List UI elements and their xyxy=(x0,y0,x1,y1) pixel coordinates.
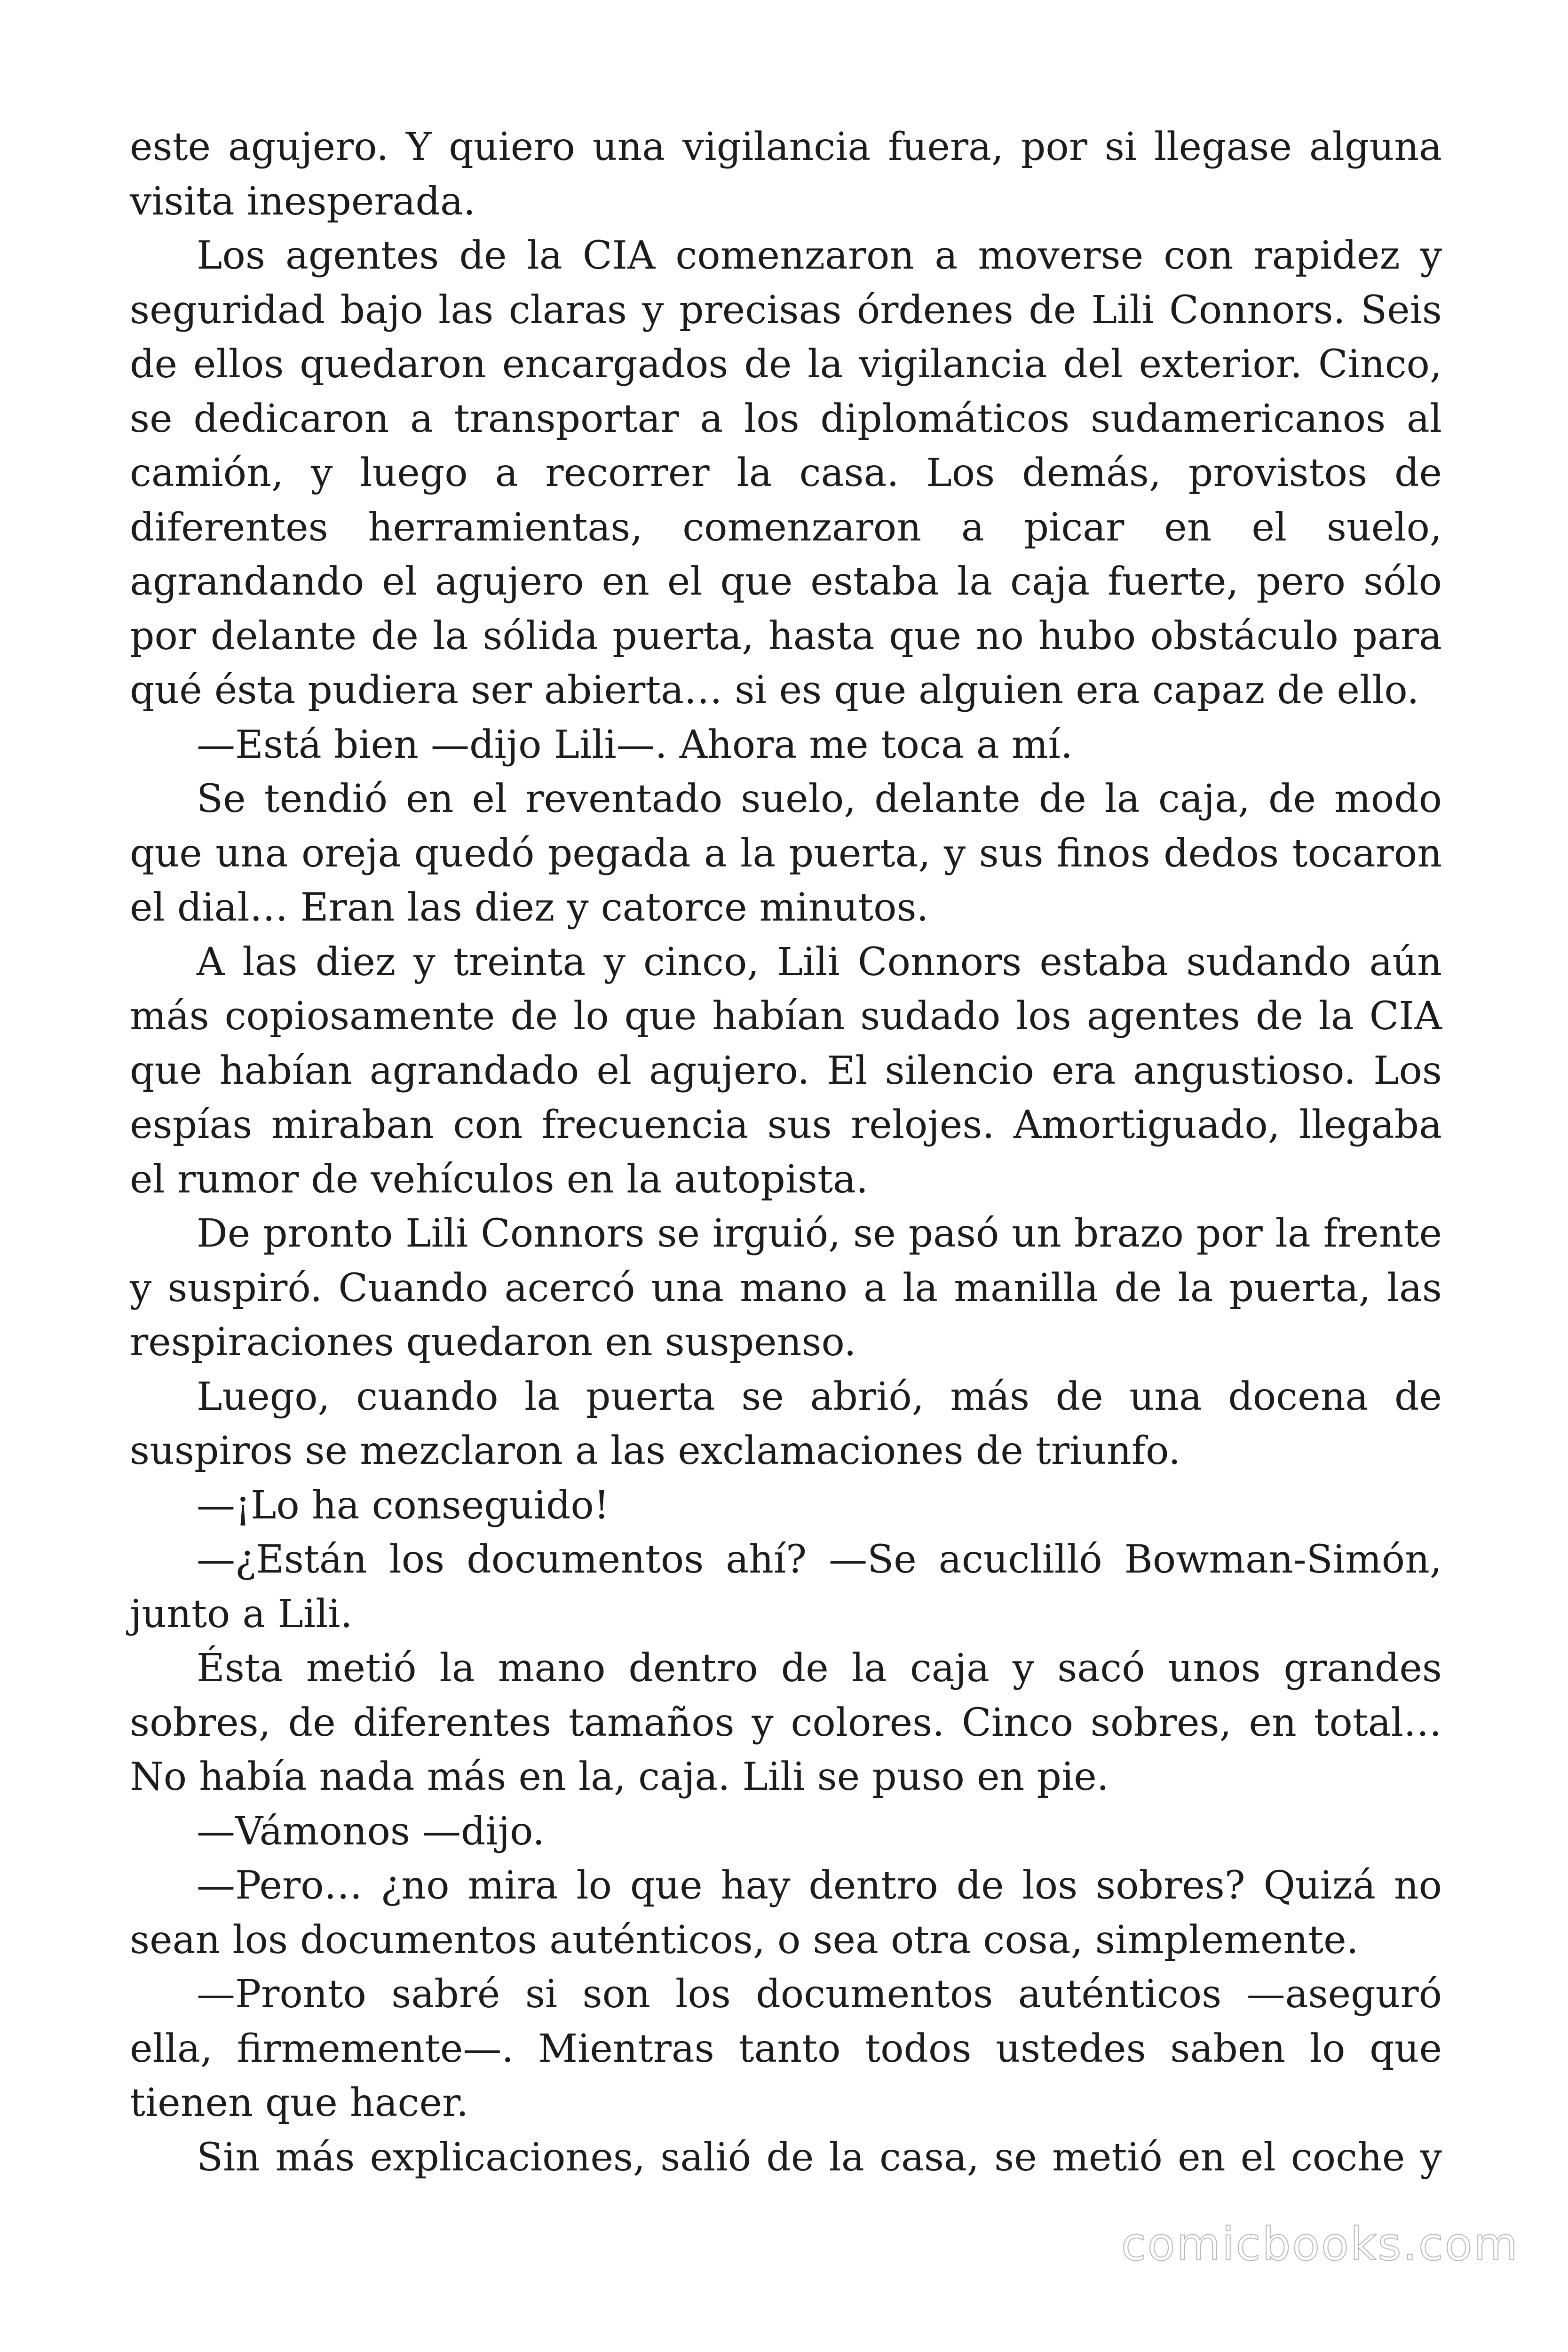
paragraph-1: este agujero. Y quiero una vigilancia fuera, por si llegase alguna visita inesperada. xyxy=(130,125,1442,224)
page-body-text xyxy=(130,120,1442,2185)
paragraph-5: A las diez y treinta y cinco, Lili Connors estaba sudando aún más copiosamente de lo que habían sudado los agentes de la CIA que habían agrandado el agujero. El silencio era angustioso. Los espías miraban con frecuencia sus relojes. Amortiguado, llegaba el rumor de vehículos en la autopista. xyxy=(130,939,1442,1202)
paragraph-9: —¿Están los documentos ahí? —Se acuclilló Bowman-Simón, junto a Lili. xyxy=(130,1537,1442,1637)
paragraph-11: —Vámonos —dijo. xyxy=(197,1809,545,1854)
paragraph-14: Sin más explicaciones, salió de la casa, se metió en el coche y xyxy=(197,2135,1442,2180)
watermark-logo: comicbooks.com xyxy=(1121,2218,1519,2271)
paragraph-8: —¡Lo ha conseguido! xyxy=(197,1483,610,1528)
paragraph-10: Ésta metió la mano dentro de la caja y sacó unos grandes sobres, de diferentes tamaños y colores. Cinco sobres, en total… No había nada más en la, caja. Lili se puso en pie. xyxy=(130,1646,1442,1799)
paragraph-12: —Pero… ¿no mira lo que hay dentro de los sobres? Quizá no sean los documentos auténticos, o sea otra cosa, simplemente. xyxy=(130,1863,1442,1963)
paragraph-4: Se tendió en el reventado suelo, delante de la caja, de modo que una oreja quedó pegada a la puerta, y sus finos dedos tocaron el dial… Eran las diez y catorce minutos. xyxy=(130,777,1442,930)
paragraph-7: Luego, cuando la puerta se abrió, más de una docena de suspiros se mezclaron a las exclamaciones de triunfo. xyxy=(130,1374,1442,1473)
paragraph-6: De pronto Lili Connors se irguió, se pasó un brazo por la frente y suspiró. Cuando acercó una mano a la manilla de la puerta, las respiraciones quedaron en suspenso. xyxy=(130,1211,1442,1365)
paragraph-3: —Está bien —dijo Lili—. Ahora me toca a mí. xyxy=(197,722,1073,767)
paragraph-13: —Pronto sabré si son los documentos auténticos —aseguró ella, firmemente—. Mientras tanto todos ustedes saben lo que tienen que hacer. xyxy=(130,1972,1442,2125)
paragraph-2: Los agentes de la CIA comenzaron a moverse con rapidez y seguridad bajo las claras y precisas órdenes de Lili Connors. Seis de ellos quedaron encargados de la vigilancia del exterior. Cinco, se dedicaron a transportar a los diplomáticos sudamericanos al camión, y luego a recorrer la casa. Los demás, provistos de diferentes herramientas, comenzaron a picar en el suelo, agrandando el agujero en el que estaba la caja fuerte, pero sólo por delante de la sólida puerta, hasta que no hubo obstáculo para qué ésta pudiera ser abierta… si es que alguien era capaz de ello. xyxy=(130,233,1442,713)
